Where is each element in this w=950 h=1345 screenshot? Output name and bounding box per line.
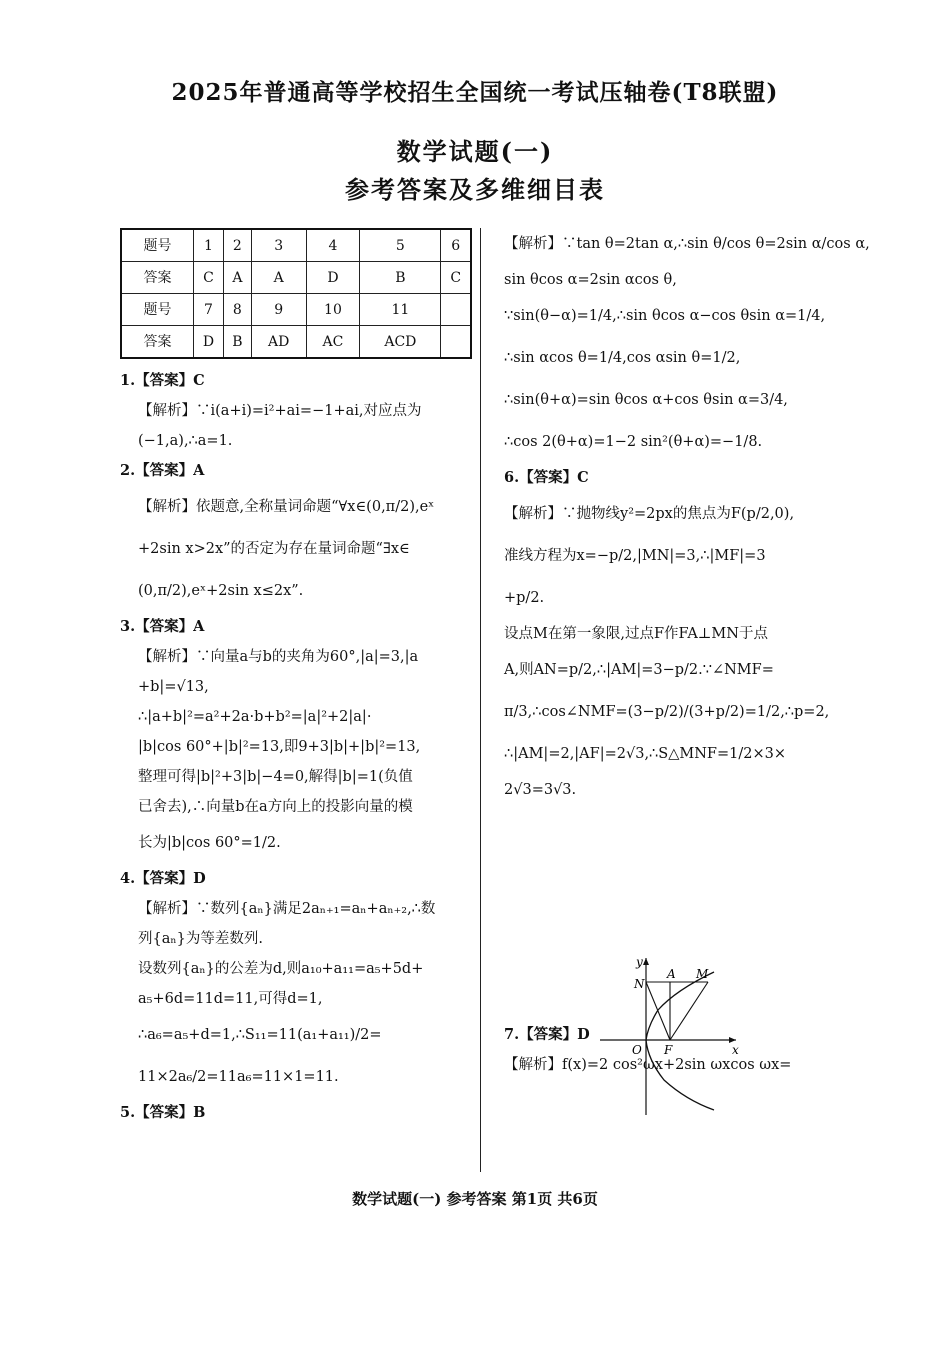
answer-table-cell: 1	[193, 229, 223, 262]
solution-line: |b|cos 60°+|b|²=13,即9+3|b|+|b|²=13,	[138, 739, 421, 755]
solution-line: 11×2a₆/2=11a₆=11×1=11.	[138, 1069, 339, 1085]
solution-line: 【解析】f(x)=2 cos²ωx+2sin ωxcos ωx=	[504, 1057, 792, 1073]
solution-line: +2sin x>2x”的否定为存在量词命题“∃x∈	[138, 541, 410, 557]
column-divider	[480, 228, 481, 1172]
answer-table-header-cell: 答案	[121, 326, 193, 359]
label-N: N	[634, 977, 645, 991]
parabola-figure	[596, 950, 756, 1120]
solution-line: A,则AN=p/2,∴|AM|=3−p/2.∵∠NMF=	[504, 662, 774, 678]
solution-line: ∴sin(θ+α)=sin θcos α+cos θsin α=3/4,	[504, 392, 788, 408]
answer-table-cell: B	[360, 262, 441, 294]
answer-table-cell: 6	[441, 229, 471, 262]
answer-heading: 3.【答案】A	[120, 618, 205, 635]
parabola-curve	[646, 972, 714, 1110]
answer-table-row	[121, 229, 471, 262]
solution-line: 【解析】∵向量a与b的夹角为60°,|a|=3,|a	[138, 649, 419, 665]
solution-line: 准线方程为x=−p/2,|MN|=3,∴|MF|=3	[504, 548, 766, 564]
answer-table-cell	[441, 294, 471, 326]
solution-line: ∵sin(θ−α)=1/4,∴sin θcos α−cos θsin α=1/4,	[504, 308, 826, 324]
answer-table-cell: 10	[306, 294, 360, 326]
answer-table-cell: C	[441, 262, 471, 294]
answer-table-cell: 11	[360, 294, 441, 326]
solution-line: 【解析】∵抛物线y²=2px的焦点为F(p/2,0),	[504, 506, 795, 522]
solution-line: 列{aₙ}为等差数列.	[138, 931, 263, 947]
answer-table-cell: D	[193, 326, 223, 359]
segment-NF	[646, 982, 670, 1040]
answer-table-row	[121, 294, 471, 326]
solution-line: 【解析】∵tan θ=2tan α,∴sin θ/cos θ=2sin α/cos α,	[504, 236, 870, 252]
solution-line: 长为|b|cos 60°=1/2.	[138, 835, 281, 851]
solution-line: ∴|AM|=2,|AF|=2√3,∴S△MNF=1/2×3×	[504, 746, 786, 762]
answer-table-row	[121, 262, 471, 294]
answer-table-header-cell: 题号	[121, 229, 193, 262]
solution-line: 整理可得|b|²+3|b|−4=0,解得|b|=1(负值	[138, 769, 413, 785]
solution-line: ∴sin αcos θ=1/4,cos αsin θ=1/2,	[504, 350, 741, 366]
solution-line: +p/2.	[504, 590, 545, 606]
solution-line: (−1,a),∴a=1.	[138, 433, 233, 449]
label-O: O	[632, 1043, 642, 1057]
answer-table-cell: A	[224, 262, 252, 294]
answer-table-cell: 2	[224, 229, 252, 262]
answer-table-cell: C	[193, 262, 223, 294]
answer-table-header-cell: 题号	[121, 294, 193, 326]
document-subtitle: 参考答案及多维细目表	[345, 175, 605, 204]
answer-heading: 7.【答案】D	[504, 1026, 590, 1043]
solution-line: 【解析】依题意,全称量词命题“∀x∈(0,π/2),eˣ	[138, 499, 435, 515]
segment-MF	[670, 982, 708, 1040]
page-footer: 数学试题(一) 参考答案 第1页 共6页	[352, 1190, 598, 1208]
solution-line: 【解析】∵数列{aₙ}满足2aₙ₊₁=aₙ+aₙ₊₂,∴数	[138, 901, 436, 917]
answer-table-header-cell: 答案	[121, 262, 193, 294]
left-column	[120, 228, 472, 1133]
label-F: F	[664, 1043, 673, 1057]
exam-title: 2025年普通高等学校招生全国统一考试压轴卷(T8联盟)	[171, 79, 779, 106]
y-axis-arrow	[643, 958, 649, 965]
solution-line: ∴a₆=a₅+d=1,∴S₁₁=11(a₁+a₁₁)/2=	[138, 1027, 382, 1043]
solution-line: 设点M在第一象限,过点F作FA⊥MN于点	[504, 626, 768, 642]
answer-heading: 1.【答案】C	[120, 372, 205, 389]
solution-line: π/3,∴cos∠NMF=(3−p/2)/(3+p/2)=1/2,∴p=2,	[504, 704, 830, 720]
answer-table-cell	[441, 326, 471, 359]
answer-table-cell: 3	[251, 229, 306, 262]
solution-line: 设数列{aₙ}的公差为d,则a₁₀+a₁₁=a₅+5d+	[138, 961, 424, 977]
subject-title: 数学试题(一)	[396, 137, 554, 166]
answer-heading: 6.【答案】C	[504, 469, 589, 486]
solution-line: 已舍去),∴向量b在a方向上的投影向量的模	[138, 799, 413, 815]
left-solutions	[120, 371, 472, 1123]
solution-line: 【解析】∵i(a+i)=i²+ai=−1+ai,对应点为	[138, 403, 422, 419]
answer-table-cell: D	[306, 262, 360, 294]
answer-table-row	[121, 326, 471, 359]
solution-line: 2√3=3√3.	[504, 782, 577, 798]
answer-table-cell: 5	[360, 229, 441, 262]
answer-table-cell: AC	[306, 326, 360, 359]
solution-line: a₅+6d=11d=11,可得d=1,	[138, 991, 323, 1007]
answer-table	[120, 228, 472, 359]
label-y: y	[636, 955, 643, 969]
answer-heading: 2.【答案】A	[120, 462, 205, 479]
answer-table-cell: AD	[251, 326, 306, 359]
answer-table-cell: 9	[251, 294, 306, 326]
solution-line: ∴cos 2(θ+α)=1−2 sin²(θ+α)=−1/8.	[504, 434, 763, 450]
label-M: M	[696, 967, 709, 981]
solution-line: sin θcos α=2sin αcos θ,	[504, 272, 677, 288]
answer-table-cell: ACD	[360, 326, 441, 359]
label-A: A	[667, 967, 676, 981]
answer-table-cell: B	[224, 326, 252, 359]
answer-table-cell: 7	[193, 294, 223, 326]
answer-heading: 4.【答案】D	[120, 870, 206, 887]
solution-line: (0,π/2),eˣ+2sin x≤2x”.	[138, 583, 304, 599]
answer-table-cell: A	[251, 262, 306, 294]
right-solutions	[504, 228, 870, 800]
answer-heading: 5.【答案】B	[120, 1104, 206, 1121]
answer-table-cell: 4	[306, 229, 360, 262]
solution-line: ∴|a+b|²=a²+2a·b+b²=|a|²+2|a|·	[138, 709, 372, 725]
solution-line: +b|=√13,	[138, 679, 209, 695]
label-x: x	[732, 1043, 739, 1057]
answer-table-cell: 8	[224, 294, 252, 326]
